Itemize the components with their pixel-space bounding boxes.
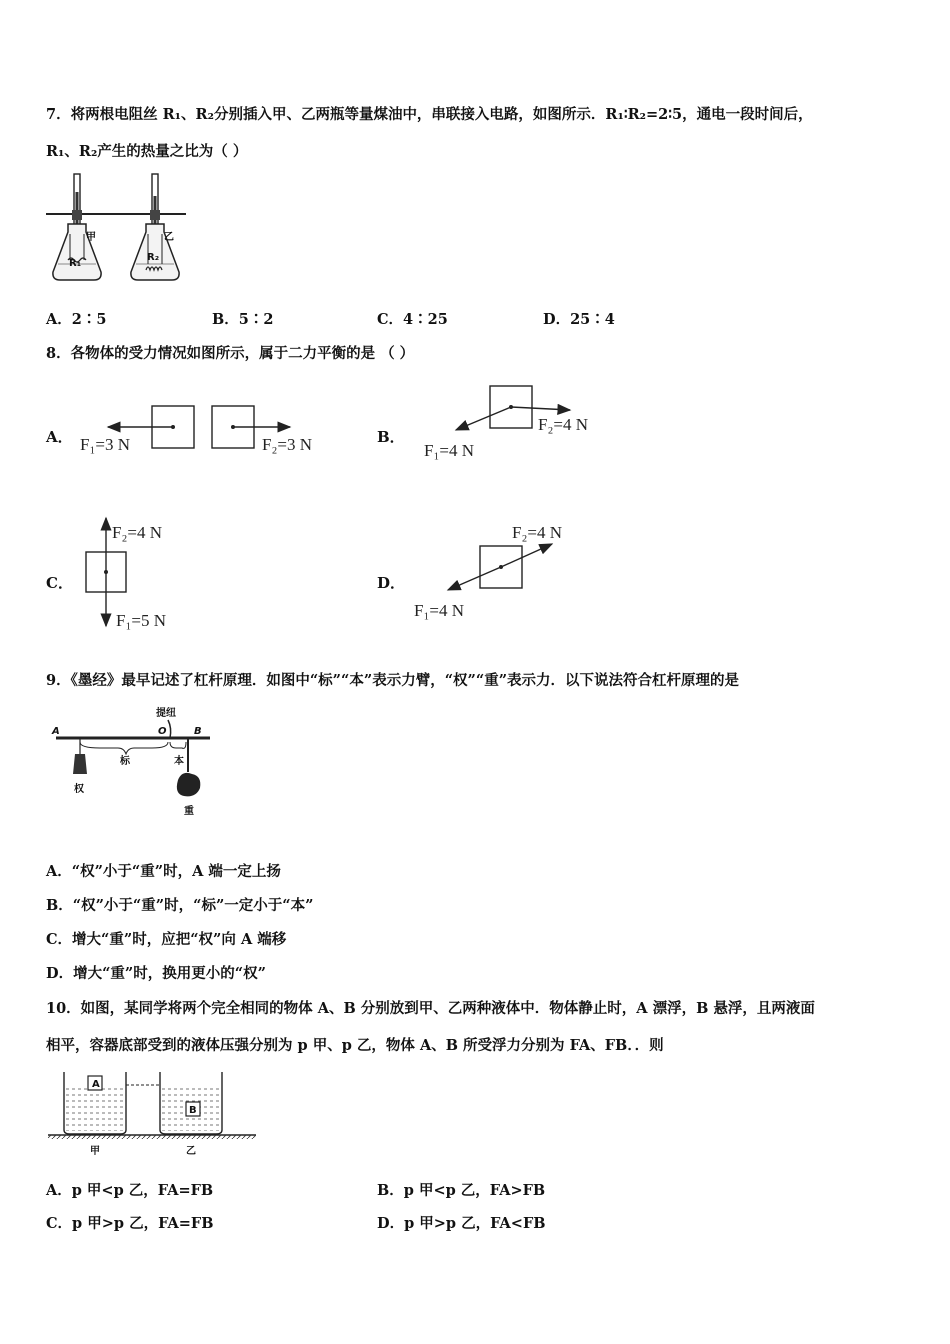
- q9-figure-lever: [50, 702, 230, 822]
- q7-label-r1: R₁: [69, 258, 82, 269]
- q8-d-f1-label: F₁=4 N: [414, 601, 464, 620]
- q8-figure-c: [80, 514, 220, 634]
- q9-stem: 9．《墨经》最早记述了杠杆原理．如图中“标”“本”表示力臂，“权”“重”表示力．以下说法符合杠杆原理的是: [46, 672, 740, 689]
- q9-label-zhong: 重: [184, 806, 194, 817]
- q8-option-c[interactable]: C．: [46, 574, 73, 592]
- q9-label-ben: 本: [174, 756, 184, 767]
- q9-option-d[interactable]: D．增大“重”时，换用更小的“权”: [46, 965, 266, 982]
- q7-option-d[interactable]: D．25∶4: [543, 311, 615, 328]
- q9-label-tiniu: 提纽: [156, 708, 176, 719]
- q8-option-d[interactable]: D．: [377, 574, 406, 592]
- q8-option-a[interactable]: A．: [46, 428, 73, 446]
- q8-a-f2-label: F₂=3 N: [262, 435, 312, 454]
- q9-option-b[interactable]: B．“权”小于“重”时，“标”一定小于“本”: [46, 897, 314, 914]
- flask-jia: [53, 174, 101, 280]
- q8-c-f2-label: F₂=4 N: [112, 523, 162, 542]
- q10-option-b[interactable]: B．p 甲<p 乙，FA>FB: [377, 1182, 546, 1199]
- q7-stem-line1: 7．将两根电阻丝 R₁、R₂分别插入甲、乙两瓶等量煤油中，串联接入电路，如图所示．R₁∶R₂=2∶5，通电一段时间后，: [46, 106, 813, 123]
- q8-a-f1-label: F₁=3 N: [80, 435, 130, 454]
- q10-option-c[interactable]: C．p 甲>p 乙，FA=FB: [46, 1215, 214, 1232]
- q8-stem: 8．各物体的受力情况如图所示，属于二力平衡的是 （ ）: [46, 345, 415, 362]
- q8-figure-a: [78, 400, 338, 470]
- q7-label-yi: 乙: [164, 232, 174, 243]
- q7-option-c[interactable]: C．4∶25: [377, 311, 448, 328]
- q9-label-quan: 权: [74, 784, 84, 795]
- q8-b-f2-label: F₂=4 N: [538, 415, 588, 434]
- q7-label-r2: R₂: [147, 252, 160, 263]
- q8-b-f1-label: F₁=4 N: [424, 441, 474, 460]
- q9-label-o: O: [158, 726, 167, 737]
- q9-label-biao: 标: [120, 756, 130, 767]
- q10-label-b: B: [189, 1105, 197, 1116]
- q10-figure-containers: [48, 1068, 268, 1160]
- flask-yi: [131, 174, 179, 280]
- q10-label-a: A: [92, 1079, 100, 1090]
- q9-option-c[interactable]: C．增大“重”时，应把“权”向 A 端移: [46, 931, 287, 948]
- q10-label-jia: 甲: [90, 1146, 100, 1157]
- q7-stem-line2: R₁、R₂产生的热量之比为（ ）: [46, 143, 248, 160]
- q8-d-f2-label: F₂=4 N: [512, 523, 562, 542]
- q9-label-a: A: [52, 726, 60, 737]
- q8-c-f1-label: F₁=5 N: [116, 611, 166, 630]
- q10-option-a[interactable]: A．p 甲<p 乙，FA=FB: [46, 1182, 214, 1199]
- q8-figure-b: [420, 380, 620, 470]
- q7-label-jia: 甲: [86, 232, 96, 243]
- q9-option-a[interactable]: A．“权”小于“重”时，A 端一定上扬: [46, 863, 281, 880]
- q7-option-b[interactable]: B．5∶2: [212, 311, 274, 328]
- q10-stem-line1: 10．如图，某同学将两个完全相同的物体 A、B 分别放到甲、乙两种液体中．物体静止时，A 漂浮，B 悬浮，且两液面: [46, 1000, 815, 1017]
- q10-label-yi: 乙: [186, 1146, 196, 1157]
- q9-label-b: B: [194, 726, 202, 737]
- q8-option-b[interactable]: B．: [377, 428, 405, 446]
- q7-option-a[interactable]: A．2∶5: [46, 311, 107, 328]
- q10-option-d[interactable]: D．p 甲>p 乙，FA<FB: [377, 1215, 546, 1232]
- q7-figure-flasks: [46, 172, 196, 287]
- q8-figure-d: [410, 516, 610, 626]
- q10-stem-line2: 相平，容器底部受到的液体压强分别为 p 甲、p 乙，物体 A、B 所受浮力分别为 FA、FB．．则: [46, 1037, 664, 1054]
